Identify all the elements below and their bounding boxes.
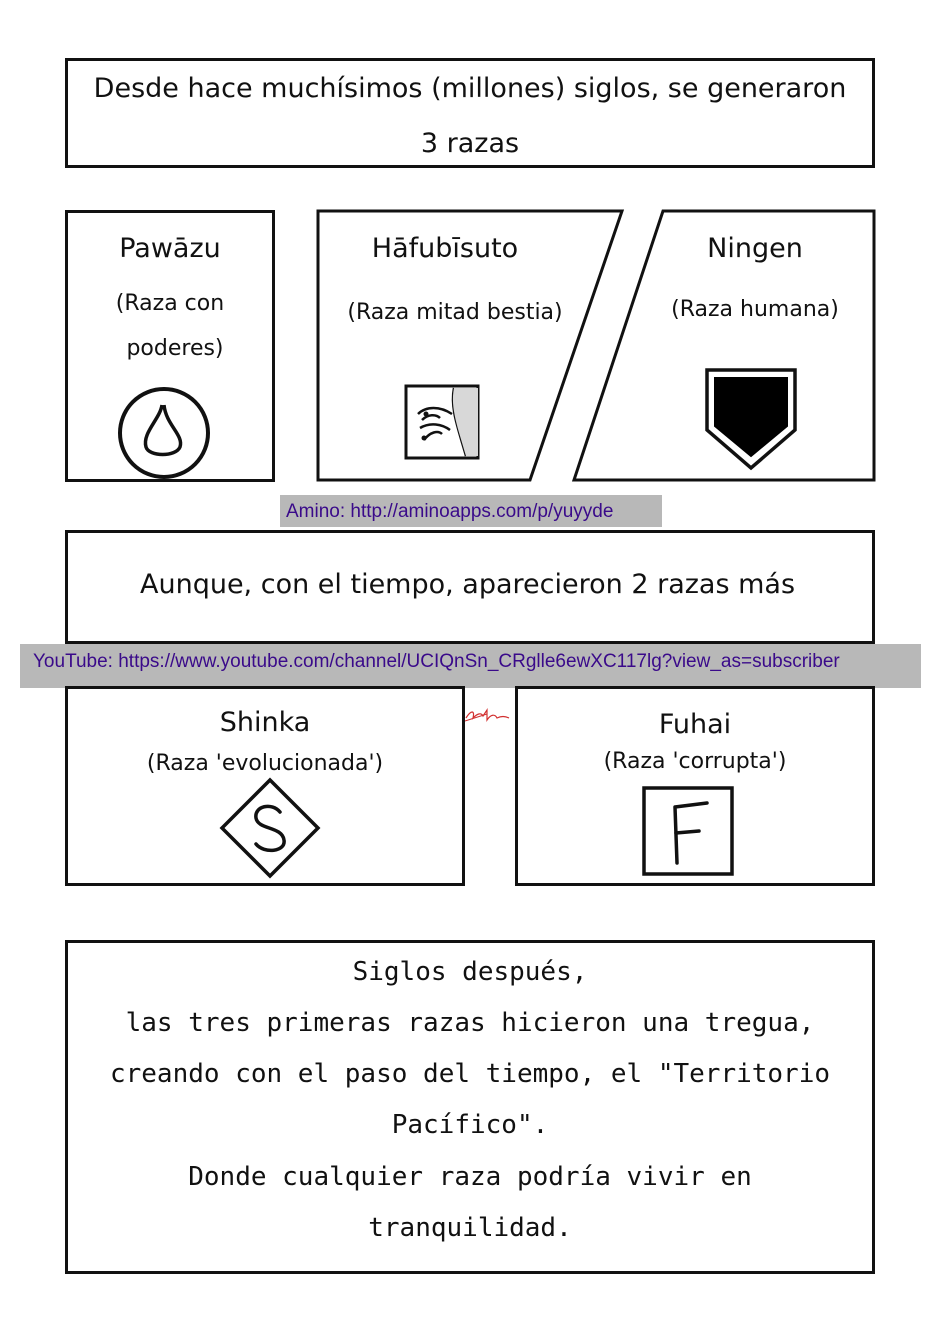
watermark-youtube: YouTube: https://www.youtube.com/channel/UCIQnSn_CRglle6ewXC117lg?view_as=subscriber: [20, 644, 921, 688]
final-line-3: creando con el paso del tiempo, el "Territorio: [109, 1059, 831, 1089]
race-desc-shinka: (Raza 'evolucionada'): [146, 751, 384, 776]
race-name-shinka: Shinka: [219, 707, 311, 738]
race-name-hafubisuto: Hāfubīsuto: [371, 233, 519, 264]
race-desc-pawazu-line1: (Raza con: [115, 291, 225, 316]
middle-text: Aunque, con el tiempo, aparecieron 2 razas más: [140, 569, 796, 600]
race-name-fuhai: Fuhai: [658, 709, 732, 740]
final-line-1: Siglos después,: [352, 957, 588, 987]
shield-icon: [703, 366, 799, 472]
final-panel: [65, 940, 875, 1274]
artist-signature: [463, 704, 513, 728]
final-line-2: las tres primeras razas hicieron una tregua,: [125, 1008, 815, 1038]
race-name-ningen: Ningen: [707, 233, 803, 264]
race-panel-fuhai: [515, 686, 875, 886]
middle-panel: [65, 530, 875, 644]
race-desc-pawazu-line2: poderes): [126, 336, 224, 361]
race-panel-shinka: [65, 686, 465, 886]
intro-line-2: 3 razas: [420, 128, 520, 159]
watermark-amino: Amino: http://aminoapps.com/p/yuyyde: [280, 495, 662, 527]
intro-line-1: Desde hace muchísimos (millones) siglos, se generaron: [93, 73, 847, 104]
race-desc-fuhai: (Raza 'corrupta'): [603, 749, 787, 774]
final-line-5: Donde cualquier raza podría vivir en: [188, 1162, 752, 1192]
square-f-icon: [641, 785, 737, 879]
final-line-4: Pacífico".: [391, 1110, 549, 1140]
diamond-s-icon: [218, 776, 322, 880]
final-line-6: tranquilidad.: [368, 1213, 572, 1243]
beast-claw-icon: [404, 384, 480, 460]
race-name-pawazu: Pawāzu: [119, 233, 221, 264]
race-desc-ningen: (Raza humana): [671, 297, 839, 322]
race-desc-hafubisuto: (Raza mitad bestia): [347, 300, 563, 325]
